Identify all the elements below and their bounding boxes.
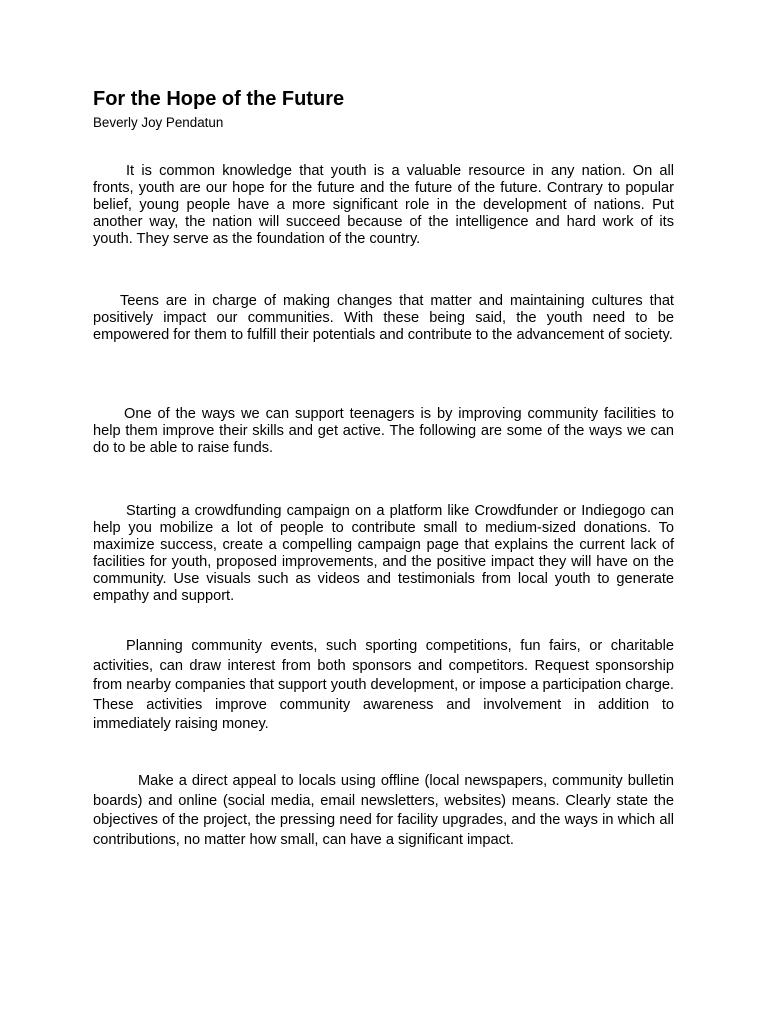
paragraph-teens-changes: Teens are in charge of making changes that matter and maintaining cultures that positively impact our communities. With these being said, the youth need to be empowered for them to fulfill their potentials and contribute to the advancement of society. bbox=[93, 293, 674, 343]
paragraph-crowdfunding: Starting a crowdfunding campaign on a platform like Crowdfunder or Indiegogo can help you mobilize a lot of people to contribute small to medium-sized donations. To maximize success, create a compelling campaign page that explains the current lack of facilities for youth, proposed improvements, and the positive impact they will have on the community. Use visuals such as videos and testimonials from local youth to generate empathy and support. bbox=[93, 503, 674, 604]
paragraph-youth-resource: It is common knowledge that youth is a valuable resource in any nation. On all fronts, youth are our hope for the future and the future of the future. Contrary to popular belief, young people have a more significant role in the development of nations. Put another way, the nation will succeed because of the intelligence and hard work of its youth. They serve as the foundation of the country. bbox=[93, 163, 674, 247]
paragraph-support-teenagers: One of the ways we can support teenagers is by improving community facilities to help them improve their skills and get active. The following are some of the ways we can do to be able to raise funds. bbox=[93, 406, 674, 456]
paragraph-community-events: Planning community events, such sporting competitions, fun fairs, or charitable activities, can draw interest from both sponsors and competitors. Request sponsorship from nearby companies that support youth development, or impose a participation charge. These activities improve community awareness and involvement in addition to immediately raising money. bbox=[93, 638, 674, 732]
paragraph-direct-appeal: Make a direct appeal to locals using offline (local newspapers, community bulletin boards) and online (social media, email newsletters, websites) means. Clearly state the objectives of the project, the pressing need for facility upgrades, and the ways in which all contributions, no matter how small, can have a significant impact. bbox=[93, 773, 674, 848]
document-title: For the Hope of the Future bbox=[93, 88, 345, 110]
document-author: Beverly Joy Pendatun bbox=[93, 115, 224, 130]
